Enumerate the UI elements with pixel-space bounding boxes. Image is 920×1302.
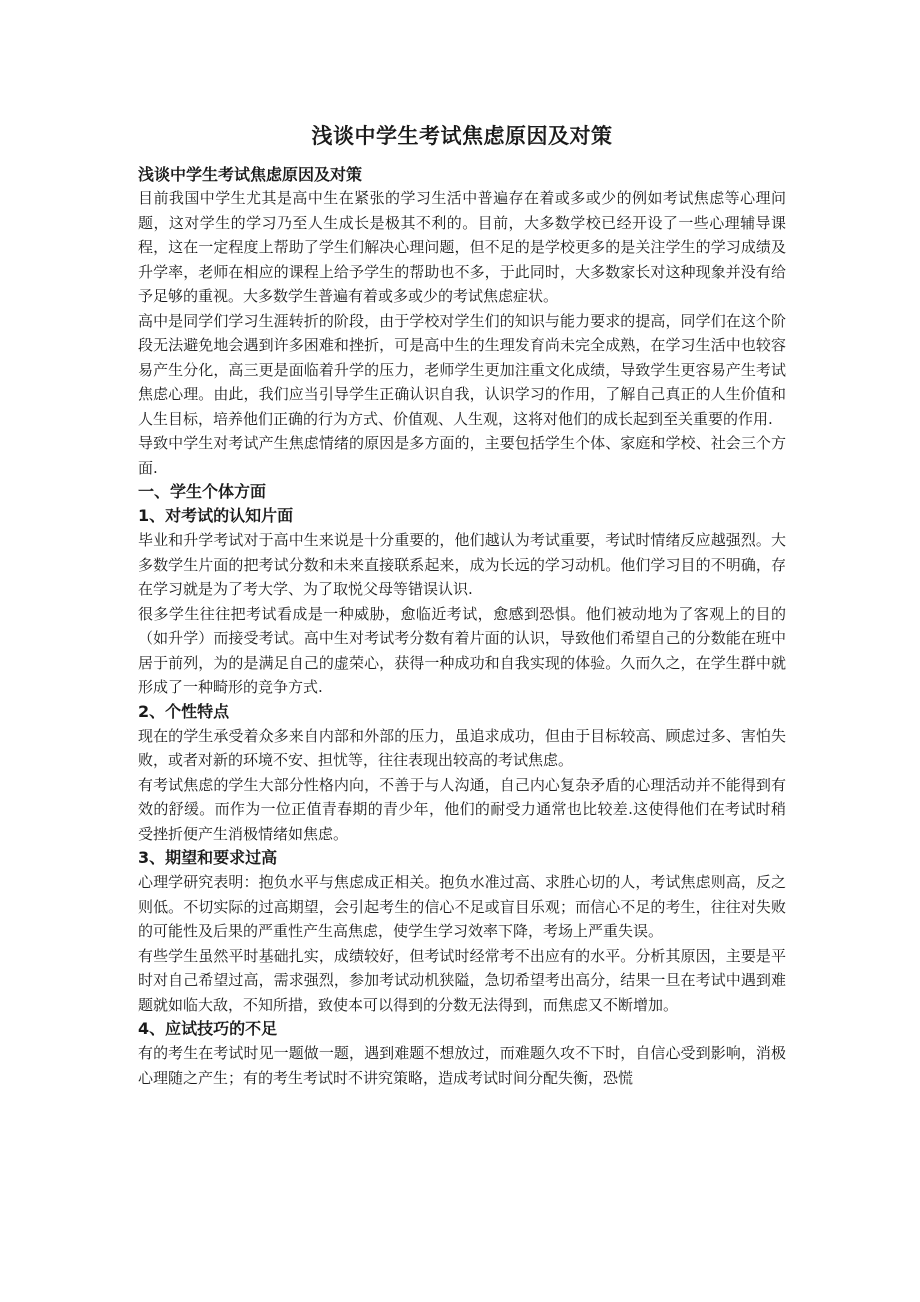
- personality-paragraph-1: 现在的学生承受着众多来自内部和外部的压力，虽追求成功，但由于目标较高、顾虑过多、害怕失败，或者对新的环境不安、担忧等，往往表现出较高的考试焦虑。: [138, 726, 786, 769]
- subsection-heading-exam-skills: 4、应试技巧的不足: [138, 1019, 278, 1038]
- document-subtitle: 浅谈中学生考试焦虑原因及对策: [138, 165, 363, 184]
- cognition-paragraph-1: 毕业和升学考试对于高中生来说是十分重要的，他们越认为考试重要，考试时情绪反应越强烈。大多数学生片面的把考试分数和未来直接联系起来，成为长远的学习动机。他们学习目的不明确，存在学习就是为了考大学、为了取悦父母等错误认识.: [138, 531, 786, 598]
- subsection-heading-expectation: 3、期望和要求过高: [138, 848, 278, 867]
- document-title: 浅谈中学生考试焦虑原因及对策: [311, 124, 613, 148]
- personality-paragraph-2: 有考试焦虑的学生大部分性格内向，不善于与人沟通，自己内心复杂矛盾的心理活动并不能得到有效的舒缓。而作为一位正值青春期的青少年，他们的耐受力通常也比较差.这使得他们在考试时稍受挫折便产生消极情绪如焦虑。: [138, 775, 786, 843]
- section-heading-individual: 一、学生个体方面: [138, 482, 267, 501]
- cognition-paragraph-2: 很多学生往往把考试看成是一种威胁，愈临近考试，愈感到恐惧。他们被动地为了客观上的目的（如升学）而接受考试。高中生对考试考分数有着片面的认识，导致他们希望自己的分数能在班中居于前列，为的是满足自己的虚荣心，获得一种成功和自我实现的体验。久而久之，在学生群中就形成了一种畸形的竞争方式.: [138, 604, 786, 696]
- expectation-paragraph-1: 心理学研究表明：抱负水平与焦虑成正相关。抱负水准过高、求胜心切的人，考试焦虑则高，反之则低。不切实际的过高期望，会引起考生的信心不足或盲目乐观；而信心不足的考生，往往对失败的可能性及后果的严重性产生高焦虑，使学生学习效率下降，考场上严重失误。: [138, 873, 786, 940]
- context-paragraph: 高中是同学们学习生涯转折的阶段，由于学校对学生们的知识与能力要求的提高，同学们在这个阶段无法避免地会遇到许多困难和挫折，可是高中生的生理发育尚未完全成熟，在学习生活中也较容易产生分化，高三更是面临着升学的压力，老师学生更加注重文化成绩，导致学生更容易产生考试焦虑心理。由此，我们应当引导学生正确认识自我，认识学习的作用，了解自己真正的人生价值和人生目标，培养他们正确的行为方式、价值观、人生观，这将对他们的成长起到至关重要的作用.: [138, 311, 786, 428]
- intro-paragraph: 目前我国中学生尤其是高中生在紧张的学习生活中普遍存在着或多或少的例如考试焦虑等心理问题，这对学生的学习乃至人生成长是极其不利的。目前，大多数学校已经开设了一些心理辅导课程，这在一定程度上帮助了学生们解决心理问题，但不足的是学校更多的是关注学生的学习成绩及升学率，老师在相应的课程上给予学生的帮助也不多，于此同时，大多数家长对这种现象并没有给予足够的重视。大多数学生普遍有着或多或少的考试焦虑症状。: [138, 189, 786, 305]
- causes-summary-paragraph: 导致中学生对考试产生焦虑情绪的原因是多方面的，主要包括学生个体、家庭和学校、社会三个方面.: [138, 434, 786, 477]
- exam-skills-paragraph: 有的考生在考试时见一题做一题，遇到难题不想放过，而难题久攻不下时，自信心受到影响，消极心理随之产生；有的考生考试时不讲究策略，造成考试时间分配失衡，恐慌: [138, 1044, 786, 1087]
- expectation-paragraph-2: 有些学生虽然平时基础扎实，成绩较好，但考试时经常考不出应有的水平。分析其原因，主要是平时对自己希望过高，需求强烈，参加考试动机狭隘，急切希望考出高分，结果一旦在考试中遇到难题就如临大敌，不知所措，致使本可以得到的分数无法得到，而焦虑又不断增加。: [138, 946, 786, 1014]
- document-page: [138, 116, 786, 1090]
- subsection-heading-personality: 2、个性特点: [138, 701, 230, 721]
- subsection-heading-cognition: 1、对考试的认知片面: [138, 506, 294, 525]
